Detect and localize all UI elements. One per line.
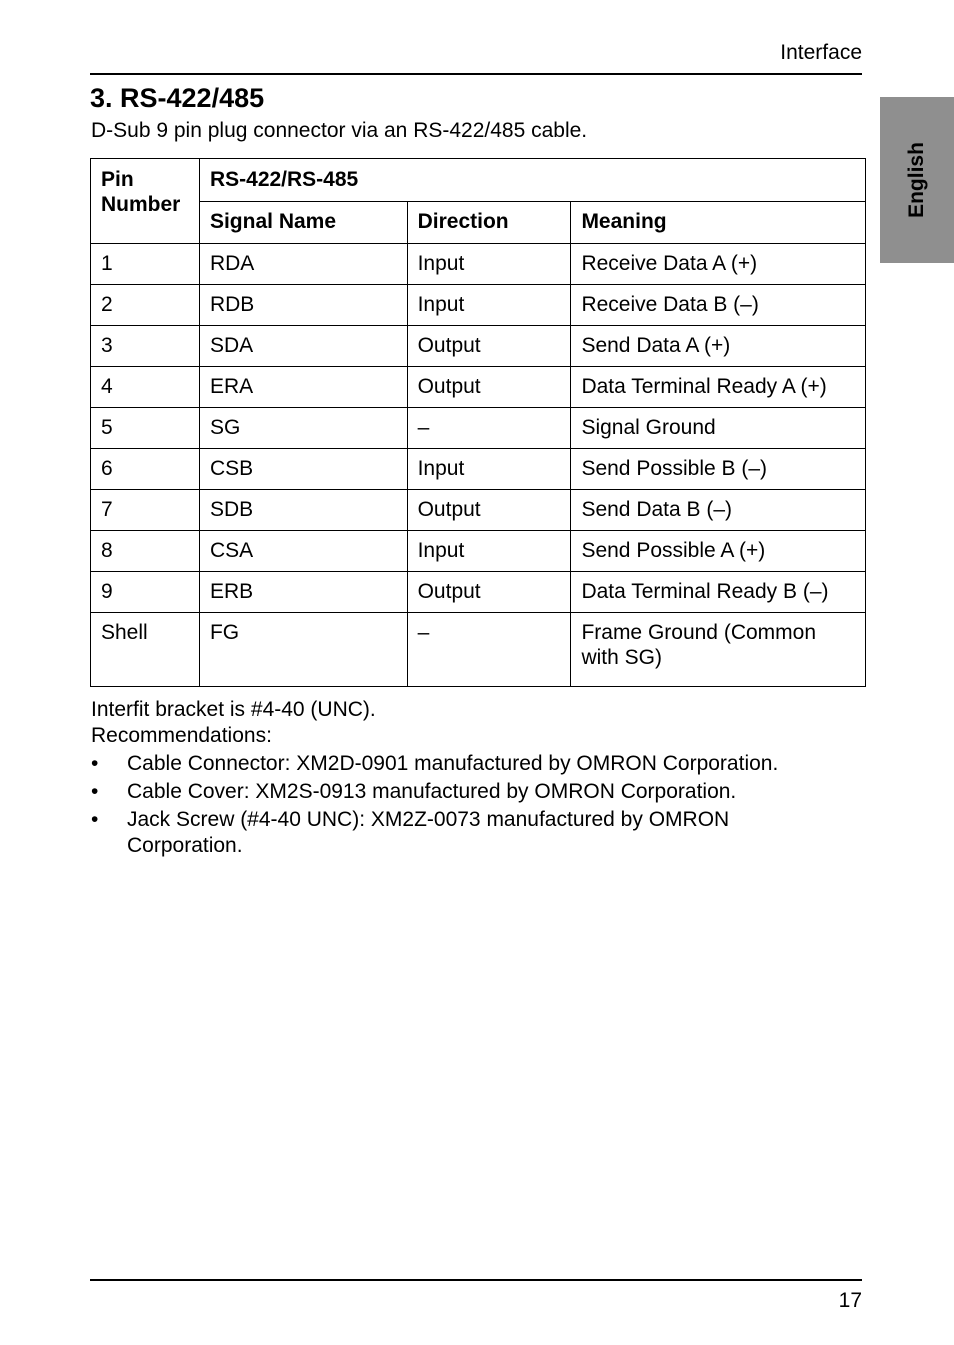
meaning-cell: Signal Ground xyxy=(571,408,866,449)
direction-cell: Input xyxy=(407,244,571,285)
bracket-note: Interfit bracket is #4-40 (UNC). xyxy=(91,698,376,721)
meaning-header: Meaning xyxy=(571,201,866,244)
signal-cell: FG xyxy=(199,613,407,687)
meaning-cell: Send Possible A (+) xyxy=(571,531,866,572)
direction-cell: Output xyxy=(407,572,571,613)
direction-header: Direction xyxy=(407,201,571,244)
meaning-cell: Receive Data B (–) xyxy=(571,285,866,326)
direction-cell: – xyxy=(407,613,571,687)
recommendations-label: Recommendations: xyxy=(91,724,272,747)
direction-cell: Output xyxy=(407,326,571,367)
rs422-group-header: RS-422/RS-485 xyxy=(199,159,865,202)
meaning-cell: Receive Data A (+) xyxy=(571,244,866,285)
page-header xyxy=(90,40,862,75)
table-row xyxy=(91,326,866,367)
bullet: • xyxy=(91,752,99,775)
table-row xyxy=(91,449,866,490)
signal-cell: SDA xyxy=(199,326,407,367)
direction-cell: – xyxy=(407,408,571,449)
table-row xyxy=(91,367,866,408)
table-row xyxy=(91,531,866,572)
signal-cell: ERB xyxy=(199,572,407,613)
signal-cell: CSB xyxy=(199,449,407,490)
pin-cell: 5 xyxy=(91,408,200,449)
language-tab xyxy=(880,97,954,263)
meaning-cell: Send Data A (+) xyxy=(571,326,866,367)
page-number: 17 xyxy=(838,1289,862,1312)
section-title: Interface xyxy=(780,41,862,64)
pin-cell: 1 xyxy=(91,244,200,285)
table-row xyxy=(91,285,866,326)
pin-cell: 2 xyxy=(91,285,200,326)
list-item xyxy=(91,807,851,859)
pin-number-header: Pin Number xyxy=(91,159,200,244)
table-row xyxy=(91,244,866,285)
pin-cell: Shell xyxy=(91,613,200,687)
table-row xyxy=(91,408,866,449)
list-item xyxy=(91,751,851,777)
signal-cell: RDA xyxy=(199,244,407,285)
recommendations-list xyxy=(91,751,851,859)
direction-cell: Input xyxy=(407,449,571,490)
pin-cell: 7 xyxy=(91,490,200,531)
pin-cell: 8 xyxy=(91,531,200,572)
direction-cell: Output xyxy=(407,367,571,408)
signal-cell: RDB xyxy=(199,285,407,326)
list-item-text: Jack Screw (#4-40 UNC): XM2Z-0073 manufactured by OMRON Corporation. xyxy=(127,808,730,857)
table-header-row xyxy=(91,159,866,202)
table-row xyxy=(91,572,866,613)
list-item-text: Cable Connector: XM2D-0901 manufactured by OMRON Corporation. xyxy=(127,752,779,775)
signal-cell: SG xyxy=(199,408,407,449)
meaning-cell: Send Data B (–) xyxy=(571,490,866,531)
direction-cell: Input xyxy=(407,531,571,572)
direction-cell: Output xyxy=(407,490,571,531)
bullet: • xyxy=(91,780,99,803)
table-row xyxy=(91,490,866,531)
page-heading: 3. RS-422/485 xyxy=(90,83,265,113)
pin-cell: 3 xyxy=(91,326,200,367)
meaning-cell: Data Terminal Ready B (–) xyxy=(571,572,866,613)
intro-text: D-Sub 9 pin plug connector via an RS-422/485 cable. xyxy=(91,119,588,142)
list-item xyxy=(91,779,851,805)
pin-cell: 9 xyxy=(91,572,200,613)
signal-name-header: Signal Name xyxy=(199,201,407,244)
notes-section xyxy=(91,697,851,859)
pin-cell: 4 xyxy=(91,367,200,408)
meaning-cell: Data Terminal Ready A (+) xyxy=(571,367,866,408)
pin-cell: 6 xyxy=(91,449,200,490)
table-row xyxy=(91,613,866,687)
direction-cell: Input xyxy=(407,285,571,326)
signal-cell: CSA xyxy=(199,531,407,572)
footer-rule xyxy=(90,1279,862,1281)
language-tab-label: English xyxy=(905,142,928,218)
signal-cell: SDB xyxy=(199,490,407,531)
meaning-cell: Send Possible B (–) xyxy=(571,449,866,490)
list-item-text: Cable Cover: XM2S-0913 manufactured by OMRON Corporation. xyxy=(127,780,737,803)
meaning-cell: Frame Ground (Common with SG) xyxy=(571,613,866,687)
pin-table xyxy=(90,158,866,687)
table-subheader-row xyxy=(91,201,866,244)
bullet: • xyxy=(91,808,99,831)
signal-cell: ERA xyxy=(199,367,407,408)
